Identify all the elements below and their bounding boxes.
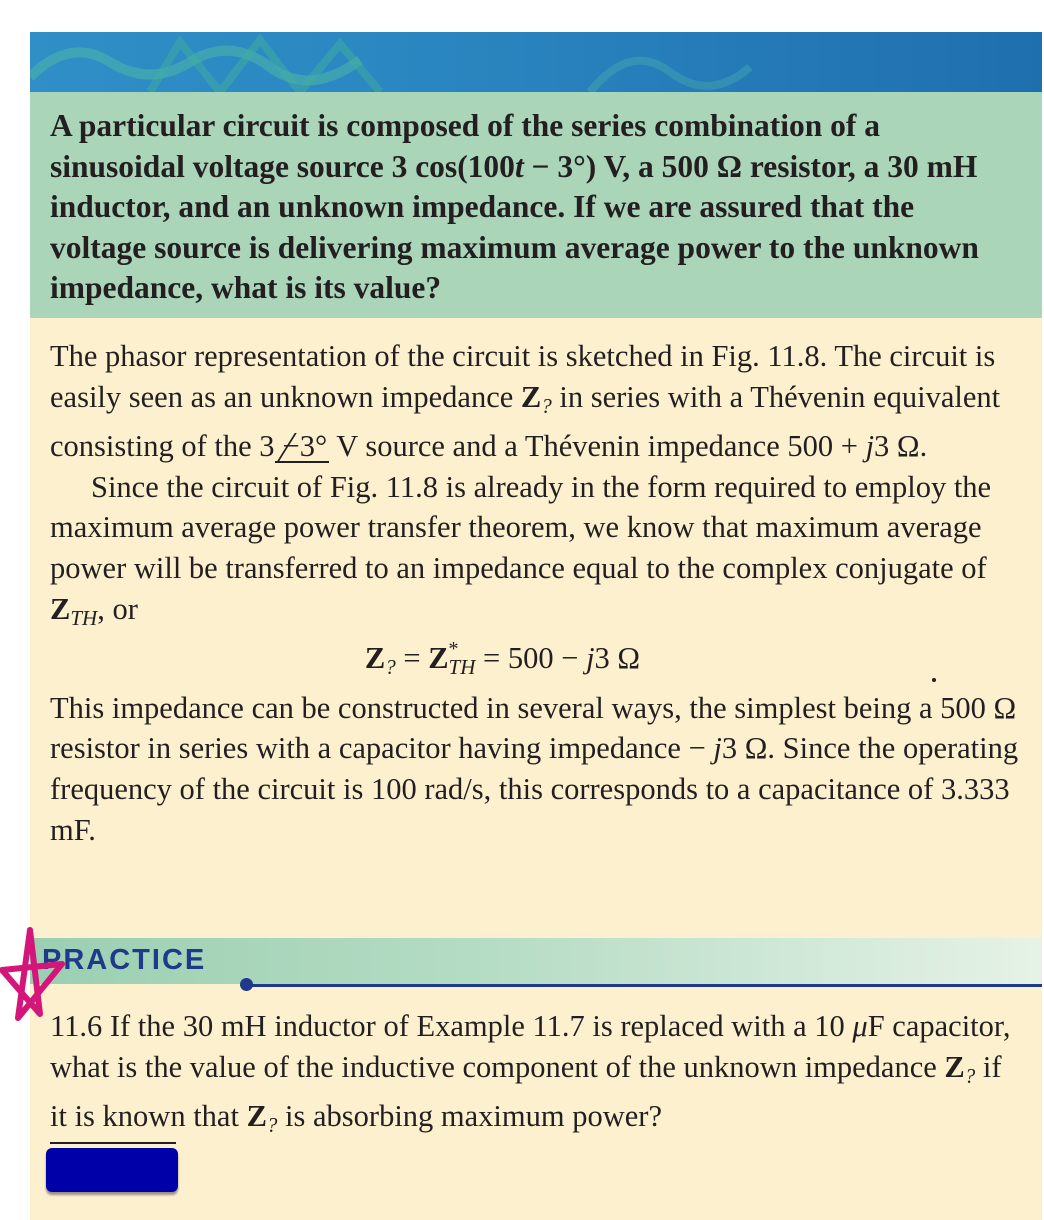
wave-decoration: [30, 32, 1042, 92]
example-problem-box: [30, 92, 1042, 318]
solution-paragraph-1: The phasor representation of the circuit is sketched in Fig. 11.8. The circuit is easily seen as an unknown impedance $Z_?$ in series with a Thévenin equivalent consisting of the 3 −3° V source and a Thévenin impedance 500 + j3 Ω.: [50, 339, 1001, 464]
practice-divider-dot: [240, 978, 253, 991]
star-icon: [0, 926, 84, 1026]
conjugate-equation: $Z_? = Z^*_{TH} = 500 - j3$ Ω: [364, 638, 641, 680]
answer-rule: [50, 1142, 176, 1144]
answer-reveal-button[interactable]: [46, 1148, 178, 1192]
practice-divider: [246, 984, 1042, 987]
practice-header: [30, 938, 1042, 984]
solution-paragraph-3: This impedance can be constructed in several ways, the simplest being a 500 Ω resistor in series with a capacitor having impedance − j3 Ω. Since the operating frequency of the circuit is 100 rad/s, this corresponds to a capacitance of 3.333 mF.: [50, 690, 1019, 847]
stray-dot: [932, 678, 936, 682]
practice-label: PRACTICE: [42, 944, 207, 976]
problem-statement: A particular circuit is composed of the series combination of a sinusoidal voltage source 3 cos(100t − 3°) V, a 500 Ω resistor, a 30 mH inductor, and an unknown impedance. If we are assured that the voltage source is delivering maximum average power to the unknown impedance, what is its value?: [50, 108, 979, 305]
phasor-angle: −3°: [275, 431, 330, 463]
solution-paragraph-2: Since the circuit of Fig. 11.8 is already in the form required to employ the maximum average power transfer theorem, we know that maximum average power will be transferred to an impedance equal to the complex conjugate of $Z_{TH}$, or: [50, 469, 992, 630]
practice-question: 11.6 If the 30 mH inductor of Example 11.7 is replaced with a 10 μF capacitor, what is the value of the inductive component of the unknown impedance $Z_?$ if it is known that $Z_?$ is absorbing maximum power?: [50, 1009, 1011, 1138]
solution-body: [50, 336, 1025, 850]
textbook-page: [30, 32, 1042, 1220]
header-banner: [30, 32, 1042, 92]
